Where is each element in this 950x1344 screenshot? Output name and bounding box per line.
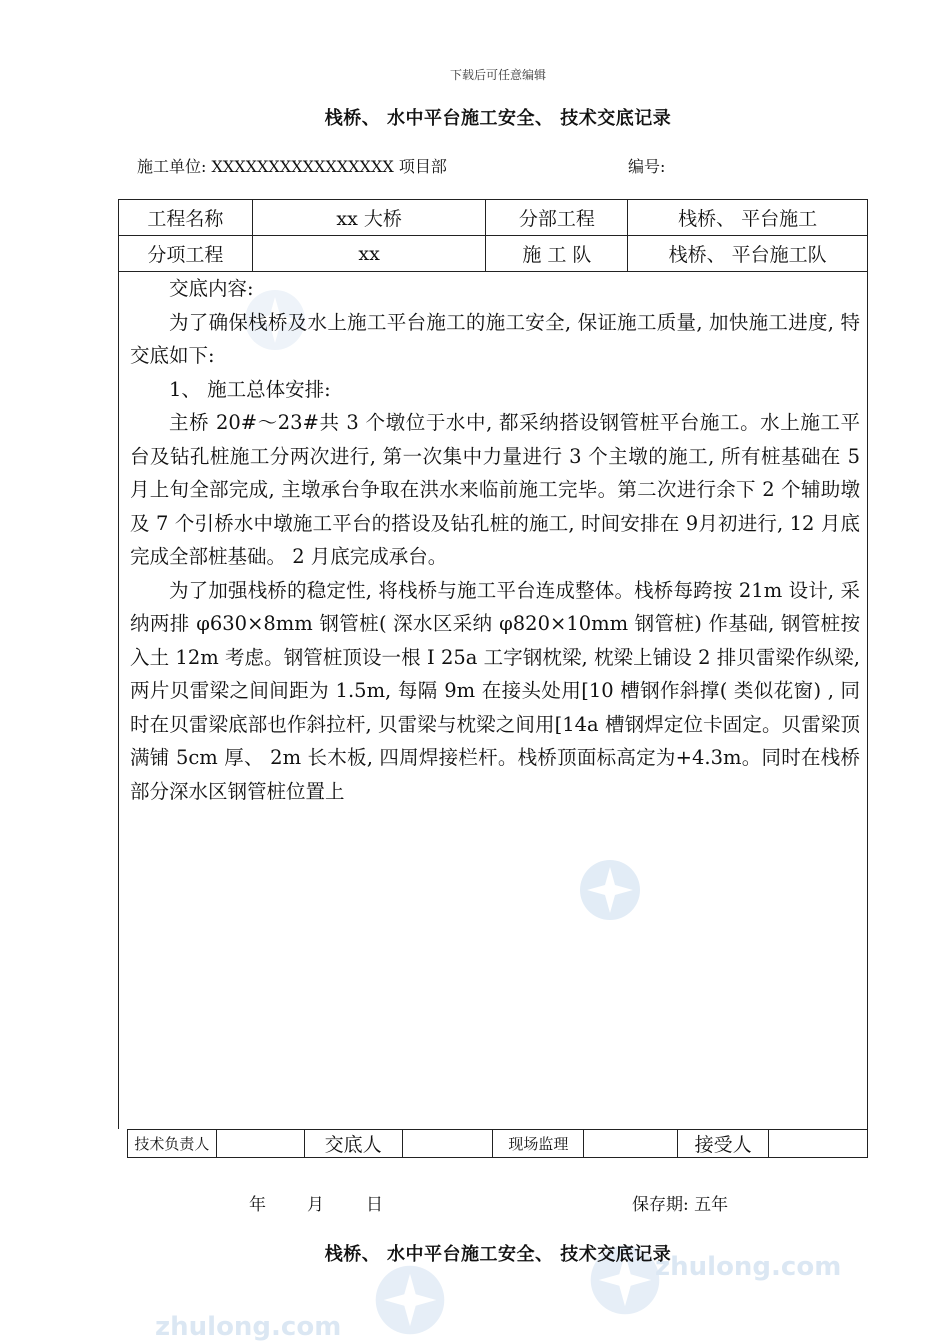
content-label: 交底内容: bbox=[169, 277, 254, 300]
header-note: 下载后可任意编辑 bbox=[449, 68, 546, 82]
document-number-label: 编号: bbox=[628, 157, 666, 176]
watermark-text: zhulong.com bbox=[655, 1252, 842, 1282]
content-paragraph: 1、 施工总体安排: bbox=[169, 377, 331, 401]
receiver-field bbox=[769, 1130, 868, 1158]
content-paragraph: 为了加强栈桥的稳定性, 将栈桥与施工平台连成整体。栈桥每跨按 21m 设计, 采纳两排 φ630×8mm 钢管桩( 深水区采纳 φ820×10mm 钢管桩) 作基础, 钢管桩按入土 12m 考虑。钢管桩顶设一根 I 25a 工字钢枕梁, 枕梁上铺设 2 排贝雷梁作纵梁, 两片贝雷梁之间间距为 1.5m, 每隔 9m 在接头处用[10 槽钢作斜撑( 类似花窗) , 同时在贝雷梁底部也作斜拉杆, 贝雷梁与枕梁之间用[14a 槽钢焊定位卡固定。贝雷梁顶满铺 5cm 厚、 2m 长木板, 四周焊接栏杆。栈桥顶面标高定为+4.3m。同时在栈桥部分深水区钢管桩位置上 bbox=[130, 578, 860, 803]
signature-table bbox=[127, 1129, 868, 1158]
content-paragraph: 为了确保栈桥及水上施工平台施工的施工安全, 保证施工质量, 加快施工进度, 特交底如下: bbox=[130, 310, 860, 367]
construction-unit-label: 施工单位: XXXXXXXXXXXXXXXX 项目部 bbox=[137, 157, 447, 176]
watermark-emblem-icon bbox=[370, 1260, 450, 1340]
table-cell: 栈桥、 平台施工 bbox=[628, 200, 868, 236]
watermark-text: zhulong.com bbox=[155, 1312, 342, 1342]
content-paragraph: 主桥 20#～23#共 3 个墩位于水中, 都采纳搭设钢管桩平台施工。水上施工平台及钻孔桩施工分两次进行, 第一次集中力量进行 3 个主墩的施工, 所有桩基础在 5月上旬全部完成, 主墩承台争取在洪水来临前施工完毕。第二次进行余下 2 个辅助墩及 7 个引桥水中墩施工平台的搭设及钻孔桩的施工, 时间安排在 9月初进行, 12 月底完成全部桩基础。 2 月底完成承台。 bbox=[130, 411, 860, 568]
tech-lead-field bbox=[216, 1130, 304, 1158]
receiver-label: 接受人 bbox=[678, 1130, 769, 1158]
table-cell: 分部工程 bbox=[486, 200, 628, 236]
tech-lead-label: 技术负责人 bbox=[128, 1130, 217, 1158]
presenter-label: 交底人 bbox=[304, 1130, 402, 1158]
presenter-field bbox=[402, 1130, 493, 1158]
table-cell: 栈桥、 平台施工队 bbox=[628, 236, 868, 272]
date-day-label: 日 bbox=[366, 1195, 383, 1215]
project-info-table bbox=[118, 199, 868, 272]
date-month-label: 月 bbox=[307, 1195, 324, 1215]
table-cell: 分项工程 bbox=[119, 236, 253, 272]
table-row bbox=[119, 236, 868, 272]
page-title-repeat: 栈桥、 水中平台施工安全、 技术交底记录 bbox=[324, 1244, 672, 1265]
briefing-content bbox=[130, 272, 860, 808]
table-cell: xx bbox=[252, 236, 486, 272]
briefing-content-box bbox=[118, 272, 868, 1129]
table-row bbox=[119, 200, 868, 236]
table-row bbox=[128, 1130, 868, 1158]
supervisor-label: 现场监理 bbox=[493, 1130, 584, 1158]
table-cell: 施 工 队 bbox=[486, 236, 628, 272]
supervisor-field bbox=[584, 1130, 678, 1158]
table-cell: 工程名称 bbox=[119, 200, 253, 236]
date-year-label: 年 bbox=[249, 1195, 266, 1215]
table-cell: xx 大桥 bbox=[252, 200, 486, 236]
page-title: 栈桥、 水中平台施工安全、 技术交底记录 bbox=[324, 108, 672, 129]
retention-period-label: 保存期: 五年 bbox=[632, 1195, 729, 1215]
